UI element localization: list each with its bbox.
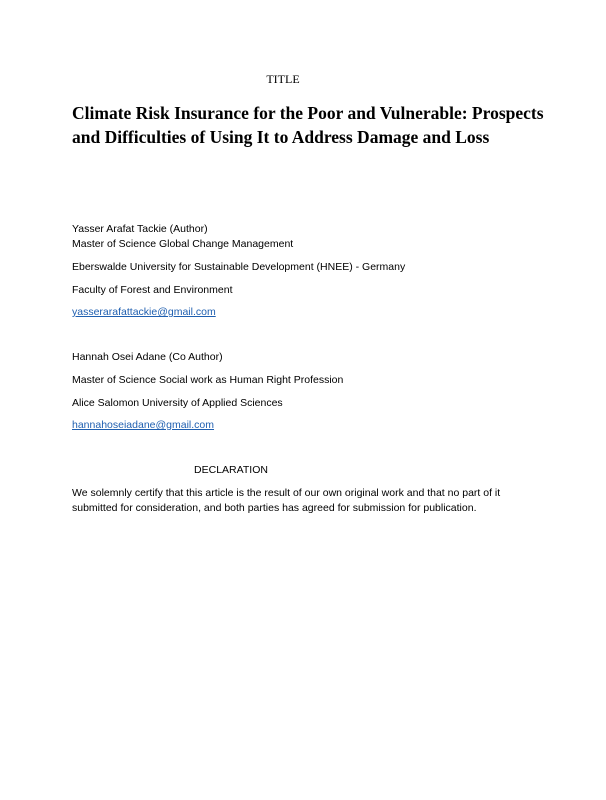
declaration-heading: DECLARATION [194, 464, 268, 476]
declaration-text: We solemnly certify that this article is the result of our own original work and that no part of it submitted for consideration, and both parties has agreed for submission for publication. [72, 487, 501, 514]
co-author-university: Alice Salomon University of Applied Sciences [72, 397, 283, 409]
co-author-name: Hannah Osei Adane (Co Author) [72, 351, 223, 363]
author-university: Eberswalde University for Sustainable Development (HNEE) - Germany [72, 261, 406, 273]
author-degree: Master of Science Global Change Management [72, 238, 294, 250]
author-email-link[interactable]: yasserarafattackie@gmail.com [72, 306, 216, 318]
author-faculty: Faculty of Forest and Environment [72, 284, 233, 296]
title-label: TITLE [266, 72, 300, 86]
author-name: Yasser Arafat Tackie (Author) [72, 223, 208, 235]
paper-title: Climate Risk Insurance for the Poor and Vulnerable: Prospects and Difficulties of Using It to Address Damage and Loss [72, 103, 544, 147]
co-author-degree: Master of Science Social work as Human Right Profession [72, 374, 344, 386]
co-author-email-link[interactable]: hannahoseiadane@gmail.com [72, 419, 215, 431]
